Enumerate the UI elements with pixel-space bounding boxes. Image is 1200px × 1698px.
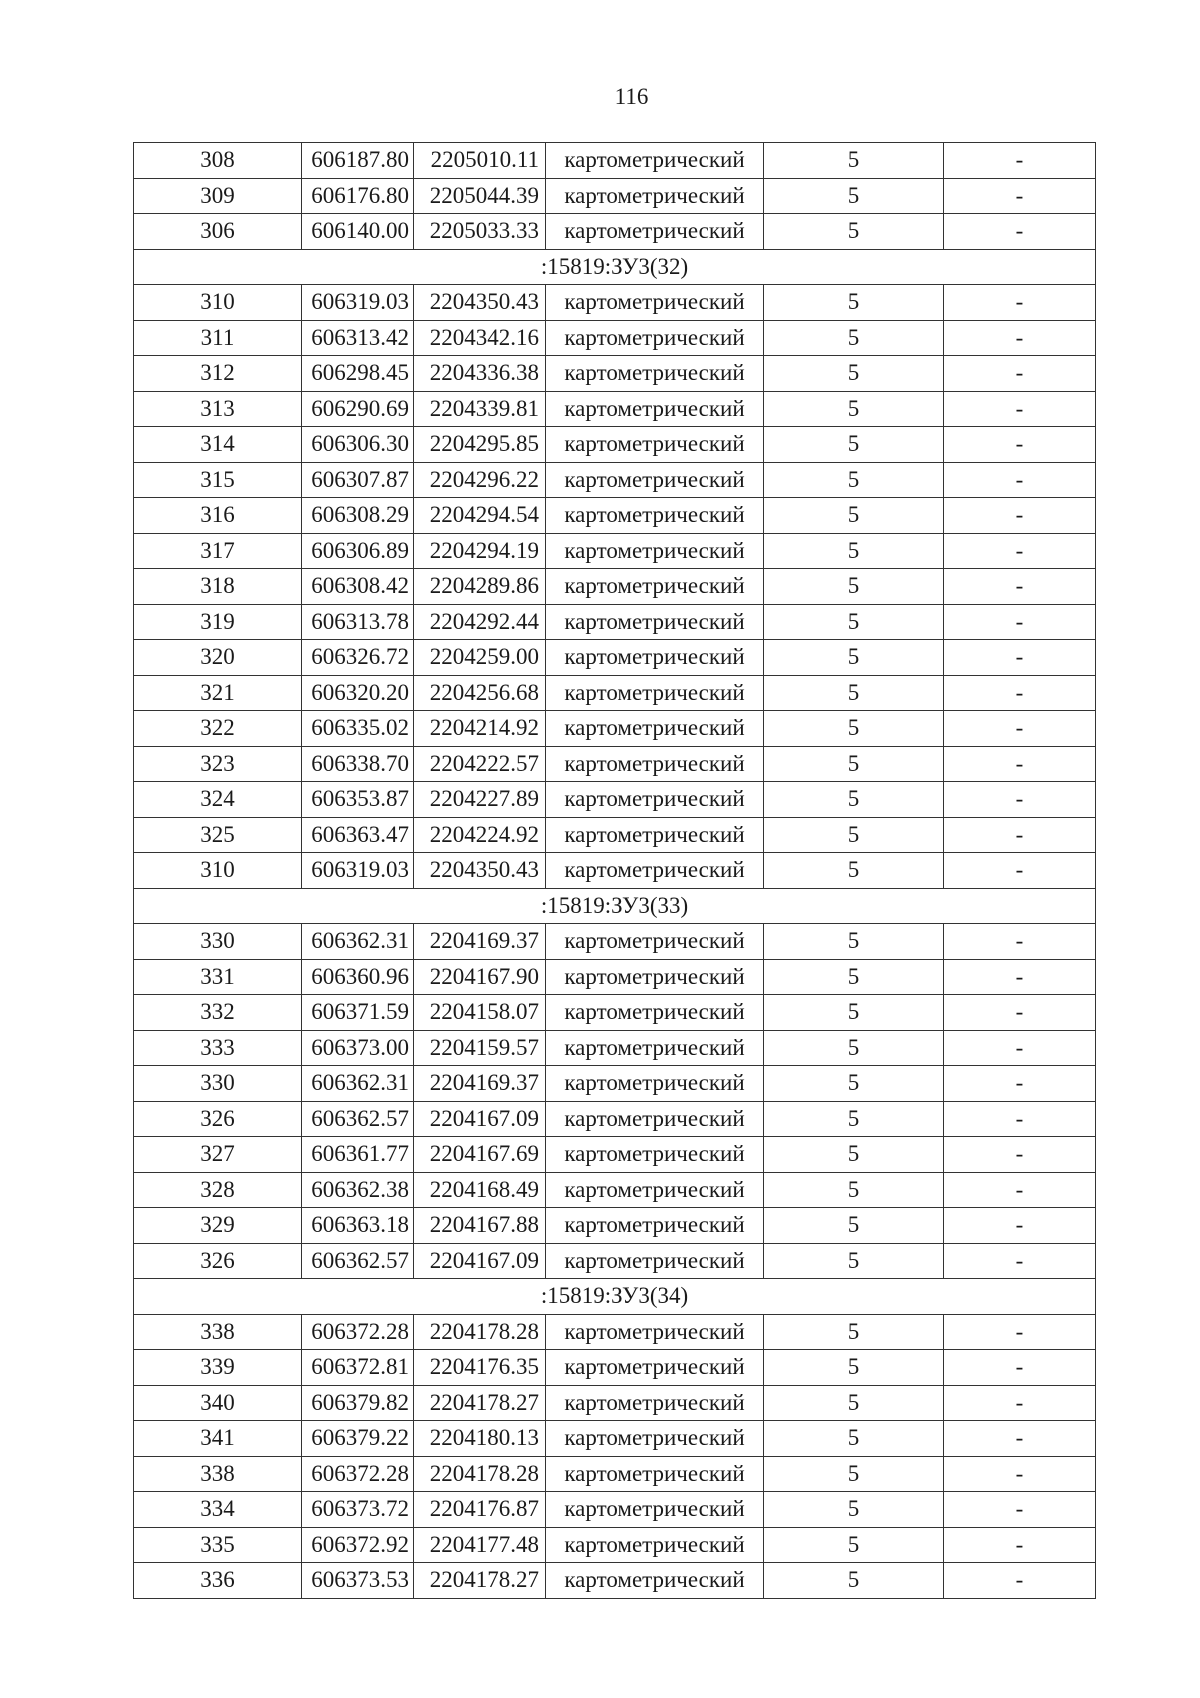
method-cell: картометрический — [546, 640, 764, 676]
point-number-cell: 331 — [134, 959, 302, 995]
table-row — [134, 1350, 1096, 1386]
x-coordinate-cell: 606326.72 — [302, 640, 414, 676]
y-coordinate-cell: 2204214.92 — [414, 711, 546, 747]
method-cell: картометрический — [546, 1563, 764, 1599]
accuracy-cell: 5 — [764, 356, 944, 392]
x-coordinate-cell: 606360.96 — [302, 959, 414, 995]
method-cell: картометрический — [546, 1101, 764, 1137]
note-cell: - — [944, 1456, 1096, 1492]
table-row — [134, 143, 1096, 179]
y-coordinate-cell: 2204167.09 — [414, 1243, 546, 1279]
accuracy-cell: 5 — [764, 1492, 944, 1528]
table-row — [134, 285, 1096, 321]
point-number-cell: 315 — [134, 462, 302, 498]
accuracy-cell: 5 — [764, 320, 944, 356]
table-row — [134, 1527, 1096, 1563]
y-coordinate-cell: 2204292.44 — [414, 604, 546, 640]
y-coordinate-cell: 2204167.88 — [414, 1208, 546, 1244]
method-cell: картометрический — [546, 569, 764, 605]
note-cell: - — [944, 1385, 1096, 1421]
x-coordinate-cell: 606373.72 — [302, 1492, 414, 1528]
method-cell: картометрический — [546, 1385, 764, 1421]
method-cell: картометрический — [546, 1137, 764, 1173]
y-coordinate-cell: 2204259.00 — [414, 640, 546, 676]
note-cell: - — [944, 178, 1096, 214]
table-row — [134, 995, 1096, 1031]
x-coordinate-cell: 606140.00 — [302, 214, 414, 250]
method-cell: картометрический — [546, 1030, 764, 1066]
y-coordinate-cell: 2204167.90 — [414, 959, 546, 995]
accuracy-cell: 5 — [764, 1350, 944, 1386]
note-cell: - — [944, 817, 1096, 853]
method-cell: картометрический — [546, 285, 764, 321]
y-coordinate-cell: 2204167.09 — [414, 1101, 546, 1137]
method-cell: картометрический — [546, 1421, 764, 1457]
table-row — [134, 711, 1096, 747]
y-coordinate-cell: 2205044.39 — [414, 178, 546, 214]
table-row — [134, 1137, 1096, 1173]
y-coordinate-cell: 2204169.37 — [414, 1066, 546, 1102]
accuracy-cell: 5 — [764, 1030, 944, 1066]
note-cell: - — [944, 1314, 1096, 1350]
page-number: 116 — [614, 84, 649, 109]
x-coordinate-cell: 606319.03 — [302, 285, 414, 321]
x-coordinate-cell: 606298.45 — [302, 356, 414, 392]
point-number-cell: 318 — [134, 569, 302, 605]
y-coordinate-cell: 2204178.27 — [414, 1563, 546, 1599]
x-coordinate-cell: 606290.69 — [302, 391, 414, 427]
note-cell: - — [944, 1172, 1096, 1208]
note-cell: - — [944, 533, 1096, 569]
note-cell: - — [944, 1066, 1096, 1102]
accuracy-cell: 5 — [764, 1314, 944, 1350]
method-cell: картометрический — [546, 675, 764, 711]
x-coordinate-cell: 606372.28 — [302, 1314, 414, 1350]
table-row — [134, 1208, 1096, 1244]
point-number-cell: 310 — [134, 285, 302, 321]
accuracy-cell: 5 — [764, 1385, 944, 1421]
coordinates-table-body — [134, 143, 1096, 1599]
point-number-cell: 336 — [134, 1563, 302, 1599]
point-number-cell: 308 — [134, 143, 302, 179]
note-cell: - — [944, 1350, 1096, 1386]
y-coordinate-cell: 2204289.86 — [414, 569, 546, 605]
x-coordinate-cell: 606371.59 — [302, 995, 414, 1031]
point-number-cell: 320 — [134, 640, 302, 676]
note-cell: - — [944, 569, 1096, 605]
point-number-cell: 335 — [134, 1527, 302, 1563]
point-number-cell: 313 — [134, 391, 302, 427]
accuracy-cell: 5 — [764, 640, 944, 676]
point-number-cell: 326 — [134, 1101, 302, 1137]
point-number-cell: 339 — [134, 1350, 302, 1386]
point-number-cell: 322 — [134, 711, 302, 747]
table-row — [134, 498, 1096, 534]
accuracy-cell: 5 — [764, 462, 944, 498]
y-coordinate-cell: 2204178.28 — [414, 1456, 546, 1492]
table-row — [134, 1421, 1096, 1457]
x-coordinate-cell: 606187.80 — [302, 143, 414, 179]
table-row — [134, 320, 1096, 356]
method-cell: картометрический — [546, 533, 764, 569]
x-coordinate-cell: 606362.31 — [302, 924, 414, 960]
table-row — [134, 391, 1096, 427]
point-number-cell: 317 — [134, 533, 302, 569]
method-cell: картометрический — [546, 320, 764, 356]
accuracy-cell: 5 — [764, 1172, 944, 1208]
note-cell: - — [944, 214, 1096, 250]
method-cell: картометрический — [546, 1350, 764, 1386]
x-coordinate-cell: 606313.42 — [302, 320, 414, 356]
method-cell: картометрический — [546, 604, 764, 640]
x-coordinate-cell: 606363.47 — [302, 817, 414, 853]
table-row — [134, 959, 1096, 995]
note-cell: - — [944, 285, 1096, 321]
point-number-cell: 324 — [134, 782, 302, 818]
table-row — [134, 1563, 1096, 1599]
accuracy-cell: 5 — [764, 427, 944, 463]
group-header-cell: :15819:ЗУ3(32) — [134, 249, 1096, 285]
method-cell: картометрический — [546, 959, 764, 995]
accuracy-cell: 5 — [764, 569, 944, 605]
point-number-cell: 306 — [134, 214, 302, 250]
accuracy-cell: 5 — [764, 924, 944, 960]
table-row — [134, 746, 1096, 782]
method-cell: картометрический — [546, 214, 764, 250]
x-coordinate-cell: 606306.30 — [302, 427, 414, 463]
accuracy-cell: 5 — [764, 782, 944, 818]
y-coordinate-cell: 2204167.69 — [414, 1137, 546, 1173]
point-number-cell: 309 — [134, 178, 302, 214]
x-coordinate-cell: 606313.78 — [302, 604, 414, 640]
note-cell: - — [944, 1563, 1096, 1599]
x-coordinate-cell: 606379.22 — [302, 1421, 414, 1457]
y-coordinate-cell: 2204176.87 — [414, 1492, 546, 1528]
accuracy-cell: 5 — [764, 675, 944, 711]
group-header-cell: :15819:ЗУ3(34) — [134, 1279, 1096, 1315]
x-coordinate-cell: 606307.87 — [302, 462, 414, 498]
table-row — [134, 1456, 1096, 1492]
note-cell: - — [944, 1527, 1096, 1563]
y-coordinate-cell: 2204350.43 — [414, 285, 546, 321]
table-row — [134, 853, 1096, 889]
table-row — [134, 604, 1096, 640]
x-coordinate-cell: 606372.92 — [302, 1527, 414, 1563]
point-number-cell: 340 — [134, 1385, 302, 1421]
table-row — [134, 214, 1096, 250]
x-coordinate-cell: 606338.70 — [302, 746, 414, 782]
method-cell: картометрический — [546, 711, 764, 747]
table-row — [134, 427, 1096, 463]
note-cell: - — [944, 959, 1096, 995]
note-cell: - — [944, 1208, 1096, 1244]
method-cell: картометрический — [546, 498, 764, 534]
point-number-cell: 326 — [134, 1243, 302, 1279]
table-row — [134, 462, 1096, 498]
method-cell: картометрический — [546, 143, 764, 179]
y-coordinate-cell: 2204350.43 — [414, 853, 546, 889]
y-coordinate-cell: 2204256.68 — [414, 675, 546, 711]
y-coordinate-cell: 2204177.48 — [414, 1527, 546, 1563]
method-cell: картометрический — [546, 746, 764, 782]
y-coordinate-cell: 2204169.37 — [414, 924, 546, 960]
note-cell: - — [944, 711, 1096, 747]
point-number-cell: 314 — [134, 427, 302, 463]
coordinates-table — [133, 142, 1096, 1599]
note-cell: - — [944, 675, 1096, 711]
note-cell: - — [944, 462, 1096, 498]
y-coordinate-cell: 2204178.27 — [414, 1385, 546, 1421]
method-cell: картометрический — [546, 817, 764, 853]
accuracy-cell: 5 — [764, 817, 944, 853]
note-cell: - — [944, 1243, 1096, 1279]
point-number-cell: 311 — [134, 320, 302, 356]
x-coordinate-cell: 606320.20 — [302, 675, 414, 711]
x-coordinate-cell: 606372.81 — [302, 1350, 414, 1386]
group-header-row — [134, 888, 1096, 924]
point-number-cell: 338 — [134, 1456, 302, 1492]
table-row — [134, 817, 1096, 853]
method-cell: картометрический — [546, 178, 764, 214]
x-coordinate-cell: 606176.80 — [302, 178, 414, 214]
note-cell: - — [944, 1030, 1096, 1066]
accuracy-cell: 5 — [764, 498, 944, 534]
accuracy-cell: 5 — [764, 1101, 944, 1137]
note-cell: - — [944, 498, 1096, 534]
x-coordinate-cell: 606362.57 — [302, 1243, 414, 1279]
note-cell: - — [944, 924, 1096, 960]
point-number-cell: 333 — [134, 1030, 302, 1066]
table-row — [134, 1492, 1096, 1528]
x-coordinate-cell: 606306.89 — [302, 533, 414, 569]
note-cell: - — [944, 391, 1096, 427]
group-header-row — [134, 1279, 1096, 1315]
note-cell: - — [944, 853, 1096, 889]
method-cell: картометрический — [546, 1208, 764, 1244]
note-cell: - — [944, 320, 1096, 356]
point-number-cell: 312 — [134, 356, 302, 392]
note-cell: - — [944, 782, 1096, 818]
accuracy-cell: 5 — [764, 1527, 944, 1563]
table-row — [134, 178, 1096, 214]
y-coordinate-cell: 2204178.28 — [414, 1314, 546, 1350]
method-cell: картометрический — [546, 782, 764, 818]
accuracy-cell: 5 — [764, 1421, 944, 1457]
group-header-cell: :15819:ЗУ3(33) — [134, 888, 1096, 924]
x-coordinate-cell: 606372.28 — [302, 1456, 414, 1492]
x-coordinate-cell: 606308.42 — [302, 569, 414, 605]
x-coordinate-cell: 606362.38 — [302, 1172, 414, 1208]
note-cell: - — [944, 995, 1096, 1031]
point-number-cell: 316 — [134, 498, 302, 534]
note-cell: - — [944, 1101, 1096, 1137]
accuracy-cell: 5 — [764, 1563, 944, 1599]
table-row — [134, 569, 1096, 605]
group-header-row — [134, 249, 1096, 285]
accuracy-cell: 5 — [764, 285, 944, 321]
table-row — [134, 924, 1096, 960]
note-cell: - — [944, 640, 1096, 676]
accuracy-cell: 5 — [764, 746, 944, 782]
accuracy-cell: 5 — [764, 1066, 944, 1102]
point-number-cell: 310 — [134, 853, 302, 889]
y-coordinate-cell: 2204294.54 — [414, 498, 546, 534]
point-number-cell: 332 — [134, 995, 302, 1031]
table-row — [134, 1314, 1096, 1350]
x-coordinate-cell: 606373.53 — [302, 1563, 414, 1599]
method-cell: картометрический — [546, 995, 764, 1031]
table-row — [134, 533, 1096, 569]
y-coordinate-cell: 2204294.19 — [414, 533, 546, 569]
point-number-cell: 328 — [134, 1172, 302, 1208]
table-row — [134, 675, 1096, 711]
accuracy-cell: 5 — [764, 853, 944, 889]
method-cell: картометрический — [546, 1314, 764, 1350]
table-row — [134, 640, 1096, 676]
point-number-cell: 319 — [134, 604, 302, 640]
y-coordinate-cell: 2204295.85 — [414, 427, 546, 463]
method-cell: картометрический — [546, 924, 764, 960]
accuracy-cell: 5 — [764, 1208, 944, 1244]
x-coordinate-cell: 606361.77 — [302, 1137, 414, 1173]
accuracy-cell: 5 — [764, 711, 944, 747]
y-coordinate-cell: 2204339.81 — [414, 391, 546, 427]
y-coordinate-cell: 2204158.07 — [414, 995, 546, 1031]
accuracy-cell: 5 — [764, 533, 944, 569]
y-coordinate-cell: 2204342.16 — [414, 320, 546, 356]
accuracy-cell: 5 — [764, 604, 944, 640]
accuracy-cell: 5 — [764, 391, 944, 427]
method-cell: картометрический — [546, 1492, 764, 1528]
y-coordinate-cell: 2204296.22 — [414, 462, 546, 498]
x-coordinate-cell: 606373.00 — [302, 1030, 414, 1066]
method-cell: картометрический — [546, 1243, 764, 1279]
y-coordinate-cell: 2204336.38 — [414, 356, 546, 392]
method-cell: картометрический — [546, 1456, 764, 1492]
note-cell: - — [944, 356, 1096, 392]
note-cell: - — [944, 1492, 1096, 1528]
x-coordinate-cell: 606353.87 — [302, 782, 414, 818]
x-coordinate-cell: 606335.02 — [302, 711, 414, 747]
point-number-cell: 338 — [134, 1314, 302, 1350]
accuracy-cell: 5 — [764, 995, 944, 1031]
x-coordinate-cell: 606379.82 — [302, 1385, 414, 1421]
table-row — [134, 1172, 1096, 1208]
method-cell: картометрический — [546, 1172, 764, 1208]
point-number-cell: 327 — [134, 1137, 302, 1173]
x-coordinate-cell: 606362.31 — [302, 1066, 414, 1102]
point-number-cell: 330 — [134, 1066, 302, 1102]
y-coordinate-cell: 2205010.11 — [414, 143, 546, 179]
point-number-cell: 323 — [134, 746, 302, 782]
method-cell: картометрический — [546, 427, 764, 463]
accuracy-cell: 5 — [764, 1456, 944, 1492]
note-cell: - — [944, 746, 1096, 782]
method-cell: картометрический — [546, 853, 764, 889]
accuracy-cell: 5 — [764, 959, 944, 995]
method-cell: картометрический — [546, 391, 764, 427]
point-number-cell: 325 — [134, 817, 302, 853]
method-cell: картометрический — [546, 1527, 764, 1563]
note-cell: - — [944, 143, 1096, 179]
accuracy-cell: 5 — [764, 1243, 944, 1279]
note-cell: - — [944, 1421, 1096, 1457]
x-coordinate-cell: 606362.57 — [302, 1101, 414, 1137]
table-row — [134, 1101, 1096, 1137]
y-coordinate-cell: 2204224.92 — [414, 817, 546, 853]
x-coordinate-cell: 606319.03 — [302, 853, 414, 889]
x-coordinate-cell: 606308.29 — [302, 498, 414, 534]
method-cell: картометрический — [546, 356, 764, 392]
note-cell: - — [944, 427, 1096, 463]
accuracy-cell: 5 — [764, 143, 944, 179]
y-coordinate-cell: 2204159.57 — [414, 1030, 546, 1066]
table-row — [134, 782, 1096, 818]
point-number-cell: 341 — [134, 1421, 302, 1457]
accuracy-cell: 5 — [764, 1137, 944, 1173]
table-row — [134, 356, 1096, 392]
accuracy-cell: 5 — [764, 214, 944, 250]
note-cell: - — [944, 1137, 1096, 1173]
y-coordinate-cell: 2204227.89 — [414, 782, 546, 818]
accuracy-cell: 5 — [764, 178, 944, 214]
note-cell: - — [944, 604, 1096, 640]
y-coordinate-cell: 2205033.33 — [414, 214, 546, 250]
table-row — [134, 1030, 1096, 1066]
method-cell: картометрический — [546, 1066, 764, 1102]
y-coordinate-cell: 2204180.13 — [414, 1421, 546, 1457]
point-number-cell: 334 — [134, 1492, 302, 1528]
point-number-cell: 329 — [134, 1208, 302, 1244]
table-row — [134, 1243, 1096, 1279]
table-row — [134, 1385, 1096, 1421]
x-coordinate-cell: 606363.18 — [302, 1208, 414, 1244]
y-coordinate-cell: 2204222.57 — [414, 746, 546, 782]
point-number-cell: 330 — [134, 924, 302, 960]
table-row — [134, 1066, 1096, 1102]
y-coordinate-cell: 2204168.49 — [414, 1172, 546, 1208]
method-cell: картометрический — [546, 462, 764, 498]
point-number-cell: 321 — [134, 675, 302, 711]
y-coordinate-cell: 2204176.35 — [414, 1350, 546, 1386]
